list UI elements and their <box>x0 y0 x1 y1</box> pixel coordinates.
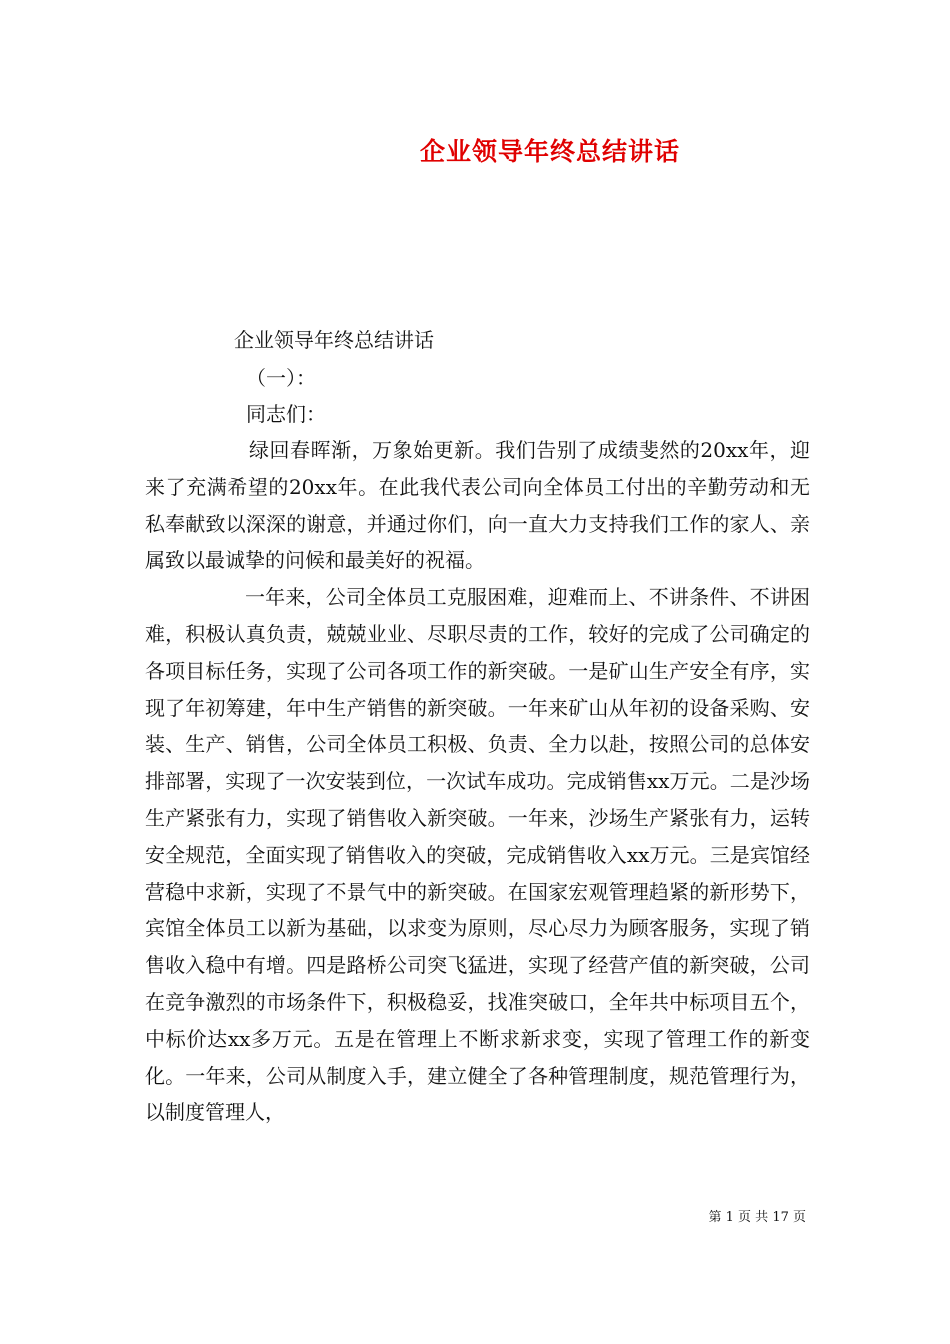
document-subtitle: 企业领导年终总结讲话 <box>234 328 434 352</box>
paragraph-2: 一年来，公司全体员工克服困难，迎难而上、不讲条件、不讲困难，积极认真负责，兢兢业业、尽职尽责的工作，较好的完成了公司确定的各项目标任务，实现了公司各项工作的新突破。一是矿山生产安全有序，实现了年初筹建，年中生产销售的新突破。一年来矿山从年初的设备采购、安装、生产、销售，公司全体员工积极、负责、全力以赴，按照公司的总体安排部署，实现了一次安装到位，一次试车成功。完成销售xx万元。二是沙场生产紧张有力，实现了销售收入新突破。一年来，沙场生产紧张有力，运转安全规范，全面实现了销售收入的突破，完成销售收入xx万元。三是宾馆经营稳中求新，实现了不景气中的新突破。在国家宏观管理趋紧的新形势下，宾馆全体员工以新为基础，以求变为原则，尽心尽力为顾客服务，实现了销售收入稳中有增。四是路桥公司突飞猛进，实现了经营产值的新突破，公司在竞争激烈的市场条件下，积极稳妥，找准突破口，全年共中标项目五个，中标价达xx多万元。五是在管理上不断求新求变，实现了管理工作的新变化。一年来，公司从制度入手，建立健全了各种管理制度，规范管理行为，以制度管理人， <box>145 585 810 1125</box>
section-marker: （一）： <box>246 366 316 390</box>
body-text <box>145 432 810 1131</box>
salutation: 同志们： <box>246 402 326 426</box>
page-number: 第 1 页 共 17 页 <box>708 1210 806 1225</box>
paragraph-1: 绿回春晖渐，万象始更新。我们告别了成绩斐然的20xx年，迎来了充满希望的20xx年。在此我代表公司向全体员工付出的辛勤劳动和无私奉献致以深深的谢意，并通过你们，向一直大力支持我们工作的家人、亲属致以最诚挚的问候和最美好的祝福。 <box>145 438 810 573</box>
document-title: 企业领导年终总结讲话 <box>419 137 680 166</box>
